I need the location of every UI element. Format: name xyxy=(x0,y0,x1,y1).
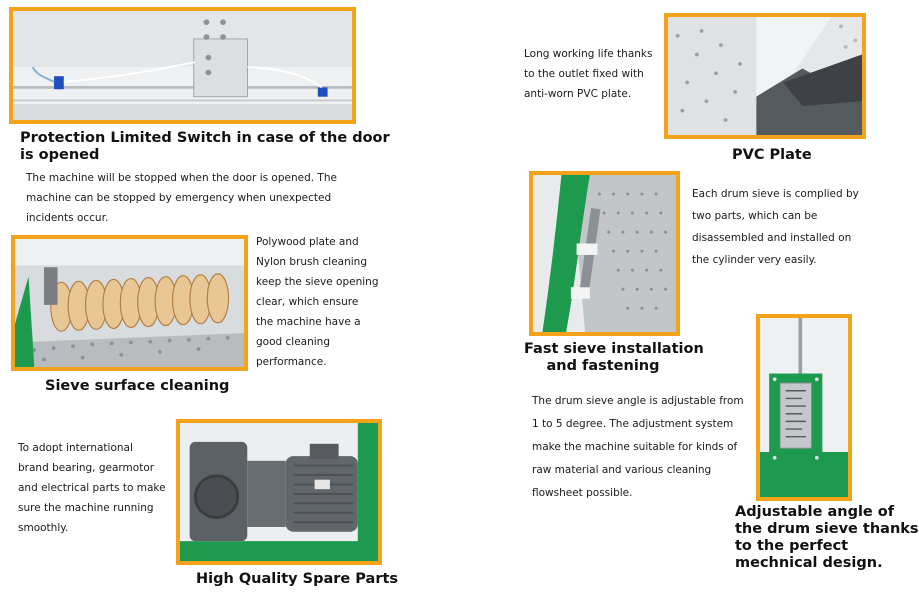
adjustable-angle-description-line: flowsheet possible. xyxy=(532,487,633,499)
spare-parts-photo-graphic xyxy=(180,423,378,561)
sieve-installation-heading-line: Fast sieve installation xyxy=(524,341,704,357)
switch-description-line: incidents occur. xyxy=(26,212,109,224)
pvc-plate-description-line: anti-worn PVC plate. xyxy=(524,88,632,100)
switch-heading-line: is opened xyxy=(20,147,100,163)
sieve-installation-description-line: Each drum sieve is complied by xyxy=(692,188,859,200)
adjustable-angle-description-line: make the machine suitable for kinds of xyxy=(532,441,738,453)
cleaning-description-line: Nylon brush cleaning xyxy=(256,256,367,268)
switch-photo-graphic xyxy=(13,11,352,120)
cleaning-description-line: clear, which ensure xyxy=(256,296,359,308)
switch-description-line: The machine will be stopped when the door is opened. The xyxy=(26,172,337,184)
adjustable-angle-heading-line: the drum sieve thanks xyxy=(735,521,919,537)
sieve-installation-description-line: the cylinder very easily. xyxy=(692,254,817,266)
pvc-plate-description-line: Long working life thanks xyxy=(524,48,653,60)
cleaning-photo xyxy=(11,235,248,371)
spare-parts-description-line: and electrical parts to make xyxy=(18,482,166,494)
spare-parts-description-line: brand bearing, gearmotor xyxy=(18,462,155,474)
cleaning-description-line: keep the sieve opening xyxy=(256,276,379,288)
spare-parts-description-line: smoothly. xyxy=(18,522,69,534)
pvc-plate-heading-line: PVC Plate xyxy=(732,147,812,163)
spare-parts-heading xyxy=(196,571,398,588)
adjustable-angle-heading-line: to the perfect xyxy=(735,538,849,554)
switch-heading xyxy=(20,130,390,164)
adjustable-angle-description-line: 1 to 5 degree. The adjustment system xyxy=(532,418,734,430)
pvc-plate-description xyxy=(524,44,652,104)
cleaning-description-line: Polywood plate and xyxy=(256,236,359,248)
cleaning-description-line: performance. xyxy=(256,356,327,368)
sieve-installation-photo-graphic xyxy=(533,175,676,332)
cleaning-description-line: the machine have a xyxy=(256,316,361,328)
adjustable-angle-photo-graphic xyxy=(760,318,848,497)
sieve-installation-description-line: disassembled and installed on xyxy=(692,232,852,244)
cleaning-heading xyxy=(45,378,229,395)
switch-photo xyxy=(9,7,356,124)
sieve-installation-description-line: two parts, which can be xyxy=(692,210,818,222)
spare-parts-description-line: sure the machine running xyxy=(18,502,154,514)
sieve-installation-description xyxy=(692,183,859,271)
sieve-installation-heading xyxy=(524,341,704,375)
pvc-plate-heading xyxy=(732,147,812,164)
adjustable-angle-description xyxy=(532,390,744,505)
pvc-plate-photo xyxy=(664,13,866,139)
adjustable-angle-description-line: The drum sieve angle is adjustable from xyxy=(532,395,744,407)
spare-parts-heading-line: High Quality Spare Parts xyxy=(196,571,399,587)
spare-parts-description xyxy=(18,438,166,538)
pvc-plate-photo-graphic xyxy=(668,17,862,135)
adjustable-angle-heading-line: mechnical design. xyxy=(735,555,883,571)
cleaning-description-line: good cleaning xyxy=(256,336,330,348)
pvc-plate-description-line: to the outlet fixed with xyxy=(524,68,644,80)
switch-heading-line: Protection Limited Switch in case of the door xyxy=(20,130,390,146)
adjustable-angle-heading xyxy=(735,504,919,572)
adjustable-angle-description-line: raw material and various cleaning xyxy=(532,464,712,476)
cleaning-photo-graphic xyxy=(15,239,244,367)
spare-parts-photo xyxy=(176,419,382,565)
sieve-installation-heading-line: and fastening xyxy=(546,358,660,374)
switch-description xyxy=(26,168,337,228)
cleaning-heading-line: Sieve surface cleaning xyxy=(45,378,230,394)
adjustable-angle-heading-line: Adjustable angle of xyxy=(735,504,895,520)
spare-parts-description-line: To adopt international xyxy=(18,442,133,454)
adjustable-angle-photo xyxy=(756,314,852,501)
cleaning-description xyxy=(256,232,379,372)
sieve-installation-photo xyxy=(529,171,680,336)
switch-description-line: machine can be stopped by emergency when unexpected xyxy=(26,192,332,204)
